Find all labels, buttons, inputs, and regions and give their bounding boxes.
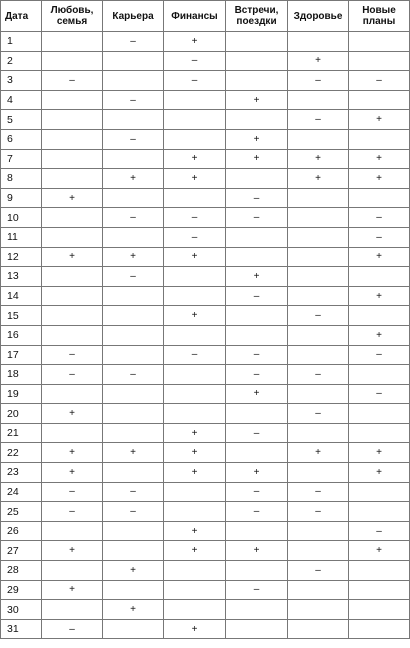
date-cell: 4 [1, 90, 42, 110]
date-cell: 19 [1, 384, 42, 404]
table-row [1, 32, 410, 52]
health-cell: – [288, 404, 349, 424]
meetings-trips-cell: + [226, 267, 288, 287]
love-family-cell [42, 208, 103, 228]
love-family-cell: + [42, 541, 103, 561]
table-row [1, 345, 410, 365]
health-cell [288, 32, 349, 52]
love-family-cell: + [42, 463, 103, 483]
table-row [1, 384, 410, 404]
header-row [1, 1, 410, 32]
finance-cell [164, 580, 226, 600]
meetings-trips-cell [226, 306, 288, 326]
finance-cell [164, 286, 226, 306]
header-meetings-trips: Встречи, поездки [226, 1, 288, 32]
health-cell [288, 267, 349, 287]
career-cell [103, 51, 164, 71]
table-row [1, 247, 410, 267]
love-family-cell [42, 325, 103, 345]
finance-cell: + [164, 423, 226, 443]
career-cell [103, 384, 164, 404]
finance-cell: – [164, 227, 226, 247]
career-cell [103, 619, 164, 639]
date-cell: 6 [1, 129, 42, 149]
meetings-trips-cell [226, 71, 288, 91]
finance-cell [164, 188, 226, 208]
career-cell [103, 227, 164, 247]
finance-cell: + [164, 247, 226, 267]
finance-cell: + [164, 32, 226, 52]
new-plans-cell: – [349, 227, 410, 247]
new-plans-cell [349, 32, 410, 52]
new-plans-cell: + [349, 247, 410, 267]
new-plans-cell [349, 502, 410, 522]
health-cell [288, 384, 349, 404]
meetings-trips-cell [226, 521, 288, 541]
table-row [1, 423, 410, 443]
finance-cell: – [164, 51, 226, 71]
love-family-cell: + [42, 580, 103, 600]
new-plans-cell: – [349, 208, 410, 228]
health-cell [288, 580, 349, 600]
new-plans-cell: + [349, 541, 410, 561]
career-cell [103, 110, 164, 130]
career-cell [103, 423, 164, 443]
health-cell [288, 129, 349, 149]
career-cell: + [103, 169, 164, 189]
health-cell: – [288, 110, 349, 130]
career-cell: – [103, 208, 164, 228]
finance-cell [164, 325, 226, 345]
career-cell: + [103, 443, 164, 463]
date-cell: 30 [1, 600, 42, 620]
date-cell: 25 [1, 502, 42, 522]
new-plans-cell: + [349, 443, 410, 463]
love-family-cell [42, 149, 103, 169]
table-row [1, 169, 410, 189]
health-cell: + [288, 51, 349, 71]
career-cell: – [103, 267, 164, 287]
header-date: Дата [1, 1, 42, 32]
table-row [1, 482, 410, 502]
date-cell: 29 [1, 580, 42, 600]
health-cell: – [288, 306, 349, 326]
meetings-trips-cell [226, 32, 288, 52]
love-family-cell: + [42, 404, 103, 424]
new-plans-cell: + [349, 110, 410, 130]
table-row [1, 463, 410, 483]
career-cell: + [103, 561, 164, 581]
health-cell [288, 247, 349, 267]
new-plans-cell: – [349, 384, 410, 404]
table-row [1, 600, 410, 620]
meetings-trips-cell [226, 325, 288, 345]
table-row [1, 580, 410, 600]
health-cell [288, 188, 349, 208]
date-cell: 27 [1, 541, 42, 561]
meetings-trips-cell [226, 247, 288, 267]
finance-cell: + [164, 619, 226, 639]
career-cell [103, 71, 164, 91]
health-cell [288, 345, 349, 365]
table-row [1, 502, 410, 522]
career-cell [103, 149, 164, 169]
love-family-cell: – [42, 482, 103, 502]
love-family-cell [42, 267, 103, 287]
table-row [1, 286, 410, 306]
health-cell [288, 463, 349, 483]
header-career: Карьера [103, 1, 164, 32]
new-plans-cell: – [349, 345, 410, 365]
health-cell: – [288, 502, 349, 522]
new-plans-cell [349, 51, 410, 71]
career-cell [103, 325, 164, 345]
career-cell [103, 188, 164, 208]
career-cell [103, 404, 164, 424]
date-cell: 12 [1, 247, 42, 267]
love-family-cell [42, 227, 103, 247]
meetings-trips-cell [226, 600, 288, 620]
health-cell: + [288, 443, 349, 463]
finance-cell [164, 561, 226, 581]
health-cell [288, 600, 349, 620]
new-plans-cell: + [349, 149, 410, 169]
new-plans-cell [349, 404, 410, 424]
meetings-trips-cell [226, 404, 288, 424]
career-cell [103, 580, 164, 600]
new-plans-cell: + [349, 286, 410, 306]
new-plans-cell [349, 619, 410, 639]
table-row [1, 90, 410, 110]
date-cell: 28 [1, 561, 42, 581]
date-cell: 13 [1, 267, 42, 287]
date-cell: 11 [1, 227, 42, 247]
love-family-cell: + [42, 247, 103, 267]
meetings-trips-cell [226, 110, 288, 130]
new-plans-cell: – [349, 71, 410, 91]
career-cell: + [103, 247, 164, 267]
header-love-family: Любовь, семья [42, 1, 103, 32]
meetings-trips-cell: – [226, 502, 288, 522]
career-cell [103, 306, 164, 326]
meetings-trips-cell [226, 561, 288, 581]
love-family-cell: + [42, 443, 103, 463]
new-plans-cell [349, 306, 410, 326]
finance-cell [164, 384, 226, 404]
career-cell [103, 521, 164, 541]
love-family-cell [42, 51, 103, 71]
date-cell: 9 [1, 188, 42, 208]
date-cell: 31 [1, 619, 42, 639]
health-cell: – [288, 482, 349, 502]
career-cell: – [103, 129, 164, 149]
love-family-cell [42, 423, 103, 443]
finance-cell: + [164, 541, 226, 561]
date-cell: 7 [1, 149, 42, 169]
love-family-cell: + [42, 188, 103, 208]
date-cell: 18 [1, 365, 42, 385]
love-family-cell: – [42, 365, 103, 385]
table-row [1, 188, 410, 208]
table-row [1, 365, 410, 385]
love-family-cell [42, 129, 103, 149]
career-cell: – [103, 482, 164, 502]
new-plans-cell: – [349, 521, 410, 541]
table-row [1, 404, 410, 424]
new-plans-cell [349, 600, 410, 620]
table-row [1, 521, 410, 541]
meetings-trips-cell [226, 169, 288, 189]
love-family-cell: – [42, 345, 103, 365]
table-row [1, 71, 410, 91]
career-cell [103, 541, 164, 561]
table-row [1, 541, 410, 561]
career-cell: + [103, 600, 164, 620]
table-row [1, 227, 410, 247]
meetings-trips-cell: + [226, 384, 288, 404]
finance-cell: + [164, 306, 226, 326]
meetings-trips-cell: – [226, 482, 288, 502]
health-cell [288, 521, 349, 541]
love-family-cell [42, 90, 103, 110]
date-cell: 1 [1, 32, 42, 52]
love-family-cell [42, 521, 103, 541]
table-header [1, 1, 410, 32]
date-cell: 17 [1, 345, 42, 365]
meetings-trips-cell: + [226, 90, 288, 110]
finance-cell: + [164, 443, 226, 463]
health-cell: – [288, 561, 349, 581]
meetings-trips-cell [226, 51, 288, 71]
health-cell [288, 325, 349, 345]
career-cell: – [103, 32, 164, 52]
meetings-trips-cell [226, 443, 288, 463]
table-body [1, 32, 410, 639]
table-row [1, 129, 410, 149]
new-plans-cell [349, 90, 410, 110]
love-family-cell [42, 32, 103, 52]
date-cell: 21 [1, 423, 42, 443]
love-family-cell [42, 561, 103, 581]
finance-cell: + [164, 521, 226, 541]
new-plans-cell [349, 580, 410, 600]
table-row [1, 306, 410, 326]
meetings-trips-cell [226, 227, 288, 247]
health-cell: + [288, 149, 349, 169]
new-plans-cell [349, 365, 410, 385]
career-cell [103, 463, 164, 483]
career-cell [103, 345, 164, 365]
header-health: Здоровье [288, 1, 349, 32]
health-cell [288, 541, 349, 561]
meetings-trips-cell: – [226, 423, 288, 443]
date-cell: 3 [1, 71, 42, 91]
health-cell [288, 423, 349, 443]
table-row [1, 561, 410, 581]
new-plans-cell [349, 423, 410, 443]
table-row [1, 51, 410, 71]
date-cell: 14 [1, 286, 42, 306]
finance-cell: + [164, 463, 226, 483]
meetings-trips-cell [226, 619, 288, 639]
career-cell: – [103, 365, 164, 385]
date-cell: 23 [1, 463, 42, 483]
meetings-trips-cell: – [226, 345, 288, 365]
finance-cell [164, 90, 226, 110]
table-row [1, 149, 410, 169]
finance-cell [164, 267, 226, 287]
love-family-cell [42, 286, 103, 306]
date-cell: 22 [1, 443, 42, 463]
health-cell [288, 286, 349, 306]
meetings-trips-cell: – [226, 208, 288, 228]
date-cell: 10 [1, 208, 42, 228]
health-cell [288, 619, 349, 639]
love-family-cell: – [42, 71, 103, 91]
finance-cell [164, 482, 226, 502]
finance-cell [164, 365, 226, 385]
date-cell: 24 [1, 482, 42, 502]
love-family-cell [42, 169, 103, 189]
new-plans-cell: + [349, 325, 410, 345]
love-family-cell [42, 600, 103, 620]
finance-cell [164, 600, 226, 620]
finance-cell: – [164, 345, 226, 365]
finance-cell [164, 404, 226, 424]
love-family-cell [42, 384, 103, 404]
meetings-trips-cell: – [226, 580, 288, 600]
meetings-trips-cell: – [226, 188, 288, 208]
date-cell: 8 [1, 169, 42, 189]
career-cell: – [103, 90, 164, 110]
health-cell [288, 227, 349, 247]
meetings-trips-cell: + [226, 463, 288, 483]
finance-cell [164, 502, 226, 522]
love-family-cell: – [42, 619, 103, 639]
love-family-cell: – [42, 502, 103, 522]
finance-cell: + [164, 149, 226, 169]
new-plans-cell [349, 561, 410, 581]
date-cell: 20 [1, 404, 42, 424]
table-row [1, 325, 410, 345]
love-family-cell [42, 306, 103, 326]
finance-cell: + [164, 169, 226, 189]
date-cell: 26 [1, 521, 42, 541]
new-plans-cell: + [349, 169, 410, 189]
new-plans-cell [349, 267, 410, 287]
meetings-trips-cell: – [226, 286, 288, 306]
health-cell [288, 90, 349, 110]
finance-cell [164, 110, 226, 130]
table-row [1, 208, 410, 228]
table-row [1, 619, 410, 639]
new-plans-cell [349, 129, 410, 149]
date-cell: 16 [1, 325, 42, 345]
meetings-trips-cell: + [226, 541, 288, 561]
new-plans-cell: + [349, 463, 410, 483]
career-cell [103, 286, 164, 306]
finance-cell [164, 129, 226, 149]
love-family-cell [42, 110, 103, 130]
header-finance: Финансы [164, 1, 226, 32]
health-cell: – [288, 71, 349, 91]
meetings-trips-cell: – [226, 365, 288, 385]
finance-cell: – [164, 208, 226, 228]
date-cell: 5 [1, 110, 42, 130]
health-cell: + [288, 169, 349, 189]
career-cell: – [103, 502, 164, 522]
meetings-trips-cell: + [226, 149, 288, 169]
finance-cell: – [164, 71, 226, 91]
table-row [1, 110, 410, 130]
table-row [1, 443, 410, 463]
date-cell: 2 [1, 51, 42, 71]
health-cell: – [288, 365, 349, 385]
date-cell: 15 [1, 306, 42, 326]
health-cell [288, 208, 349, 228]
meetings-trips-cell: + [226, 129, 288, 149]
new-plans-cell [349, 188, 410, 208]
header-new-plans: Новые планы [349, 1, 410, 32]
table-row [1, 267, 410, 287]
new-plans-cell [349, 482, 410, 502]
